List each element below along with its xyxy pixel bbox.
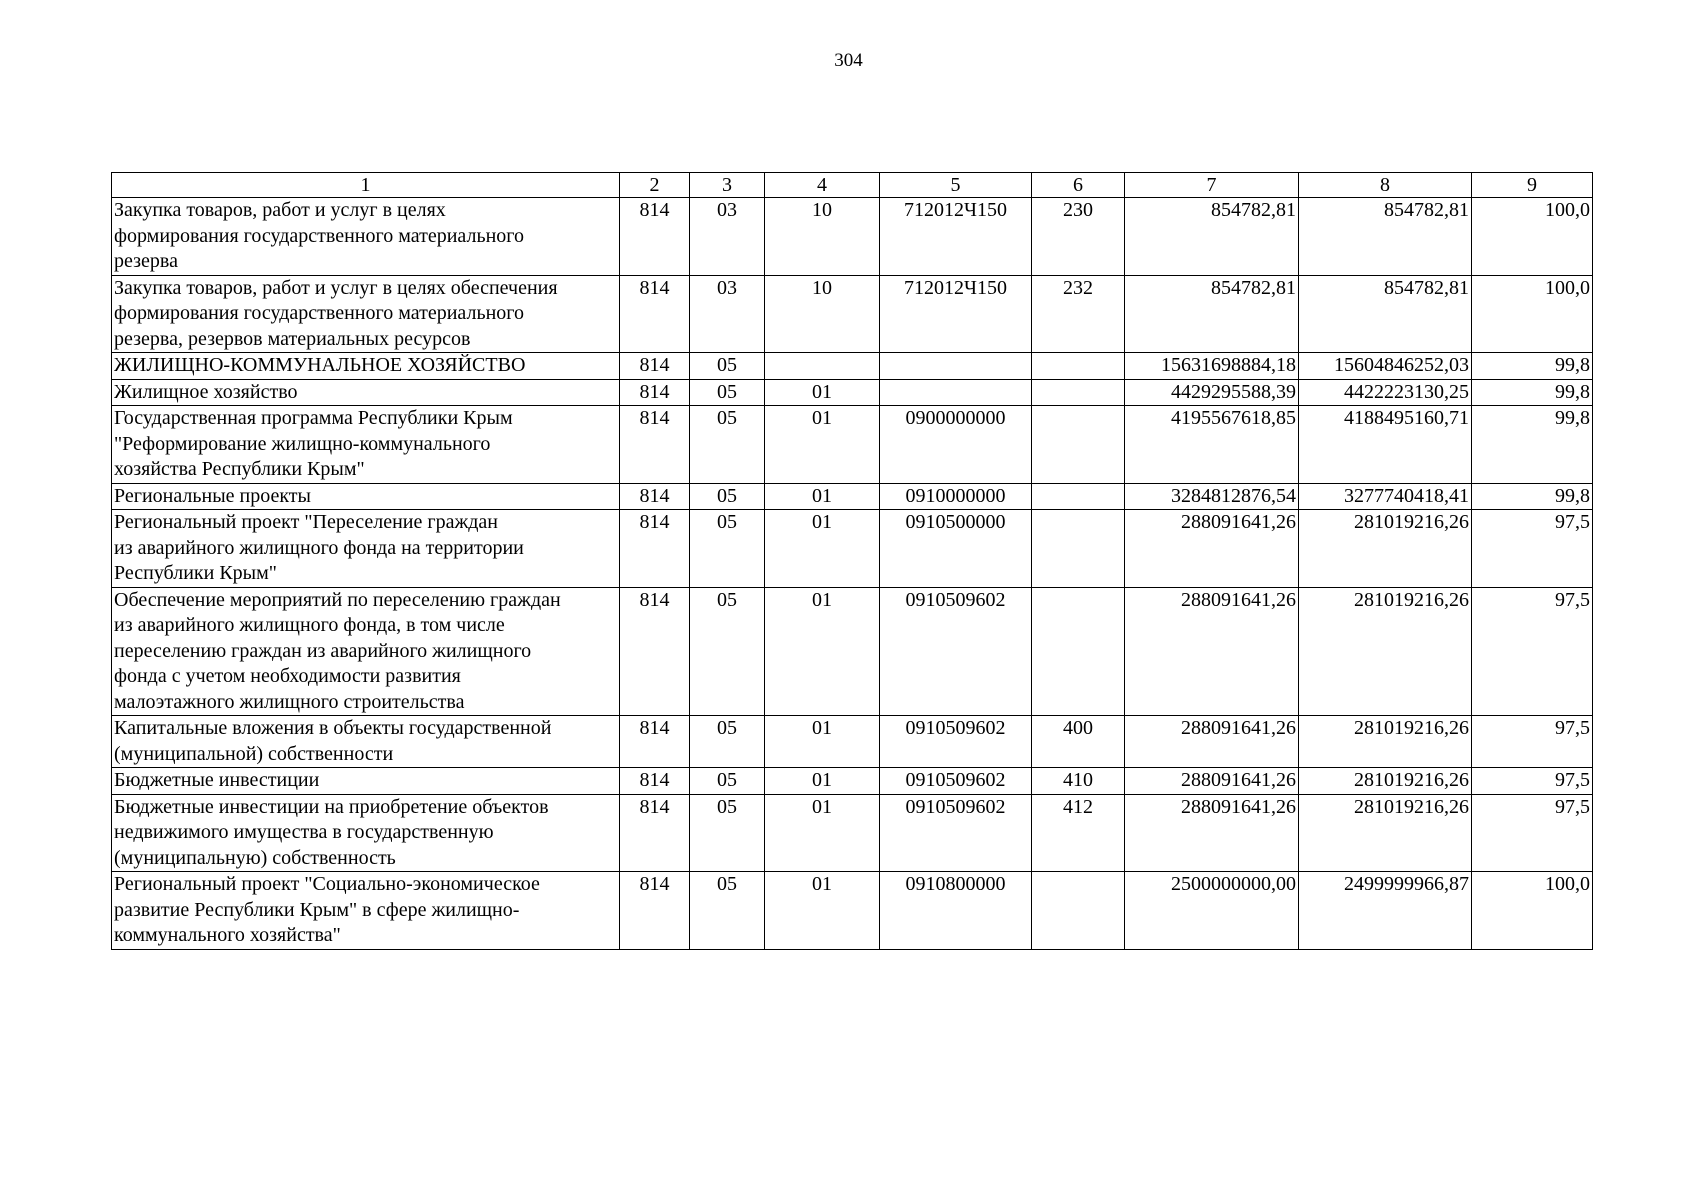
cell-col-2: 814 <box>620 872 690 950</box>
cell-col-2: 814 <box>620 275 690 353</box>
cell-col-3: 05 <box>690 510 765 588</box>
item-name: ЖИЛИЩНО-КОММУНАЛЬНОЕ ХОЗЯЙСТВО <box>112 353 620 380</box>
cell-col-7: 288091641,26 <box>1125 587 1299 716</box>
table-row <box>112 510 1593 588</box>
cell-col-7: 15631698884,18 <box>1125 353 1299 380</box>
cell-col-7: 4195567618,85 <box>1125 406 1299 484</box>
column-header: 3 <box>690 173 765 198</box>
column-header: 2 <box>620 173 690 198</box>
cell-col-2: 814 <box>620 716 690 768</box>
cell-col-8: 4422223130,25 <box>1299 379 1472 406</box>
cell-col-4: 10 <box>765 198 880 276</box>
cell-col-3: 05 <box>690 716 765 768</box>
table-row <box>112 353 1593 380</box>
table-row <box>112 872 1593 950</box>
cell-col-6 <box>1032 483 1125 510</box>
cell-col-6: 410 <box>1032 768 1125 795</box>
cell-col-9: 97,5 <box>1472 716 1593 768</box>
cell-col-5 <box>880 379 1032 406</box>
cell-col-3: 03 <box>690 198 765 276</box>
cell-col-8: 281019216,26 <box>1299 768 1472 795</box>
cell-col-9: 97,5 <box>1472 510 1593 588</box>
cell-col-4 <box>765 353 880 380</box>
column-header: 7 <box>1125 173 1299 198</box>
cell-col-9: 99,8 <box>1472 353 1593 380</box>
cell-col-4: 01 <box>765 510 880 588</box>
table-row <box>112 198 1593 276</box>
cell-col-6: 400 <box>1032 716 1125 768</box>
cell-col-8: 2499999966,87 <box>1299 872 1472 950</box>
cell-col-5: 712012Ч150 <box>880 198 1032 276</box>
column-header: 8 <box>1299 173 1472 198</box>
cell-col-6 <box>1032 510 1125 588</box>
cell-col-4: 01 <box>765 768 880 795</box>
cell-col-9: 97,5 <box>1472 794 1593 872</box>
cell-col-3: 05 <box>690 872 765 950</box>
item-name: Закупка товаров, работ и услуг в целях формирования государственного материального резерва <box>112 198 620 276</box>
item-name: Жилищное хозяйство <box>112 379 620 406</box>
item-name: Капитальные вложения в объекты государственной (муниципальной) собственности <box>112 716 620 768</box>
cell-col-3: 03 <box>690 275 765 353</box>
cell-col-9: 99,8 <box>1472 483 1593 510</box>
item-name: Региональные проекты <box>112 483 620 510</box>
cell-col-7: 288091641,26 <box>1125 510 1299 588</box>
cell-col-2: 814 <box>620 483 690 510</box>
cell-col-8: 281019216,26 <box>1299 587 1472 716</box>
item-name: Закупка товаров, работ и услуг в целях обеспечения формирования государственного материального резерва, резервов материальных ресурсов <box>112 275 620 353</box>
cell-col-9: 99,8 <box>1472 379 1593 406</box>
budget-table <box>111 172 1593 950</box>
cell-col-9: 97,5 <box>1472 768 1593 795</box>
item-name: Обеспечение мероприятий по переселению граждан из аварийного жилищного фонда, в том числе переселению граждан из аварийного жилищного фонда с учетом необходимости развития малоэтажного жилищного строительства <box>112 587 620 716</box>
cell-col-5: 0910509602 <box>880 716 1032 768</box>
cell-col-4: 01 <box>765 379 880 406</box>
cell-col-8: 281019216,26 <box>1299 510 1472 588</box>
cell-col-6 <box>1032 587 1125 716</box>
cell-col-3: 05 <box>690 406 765 484</box>
cell-col-7: 2500000000,00 <box>1125 872 1299 950</box>
cell-col-3: 05 <box>690 483 765 510</box>
cell-col-5: 0910509602 <box>880 768 1032 795</box>
cell-col-3: 05 <box>690 768 765 795</box>
cell-col-7: 854782,81 <box>1125 275 1299 353</box>
item-name: Государственная программа Республики Крым "Реформирование жилищно-коммунального хозяйства Республики Крым" <box>112 406 620 484</box>
cell-col-8: 854782,81 <box>1299 198 1472 276</box>
cell-col-4: 01 <box>765 587 880 716</box>
cell-col-2: 814 <box>620 794 690 872</box>
cell-col-4: 01 <box>765 483 880 510</box>
cell-col-6 <box>1032 353 1125 380</box>
cell-col-8: 281019216,26 <box>1299 794 1472 872</box>
cell-col-6: 232 <box>1032 275 1125 353</box>
cell-col-3: 05 <box>690 794 765 872</box>
cell-col-8: 4188495160,71 <box>1299 406 1472 484</box>
table-row <box>112 794 1593 872</box>
table-row <box>112 716 1593 768</box>
cell-col-5: 0910509602 <box>880 794 1032 872</box>
cell-col-4: 01 <box>765 406 880 484</box>
cell-col-3: 05 <box>690 379 765 406</box>
table-row <box>112 406 1593 484</box>
item-name: Бюджетные инвестиции <box>112 768 620 795</box>
cell-col-9: 100,0 <box>1472 872 1593 950</box>
item-name: Региональный проект "Переселение граждан из аварийного жилищного фонда на территории Республики Крым" <box>112 510 620 588</box>
cell-col-2: 814 <box>620 198 690 276</box>
cell-col-9: 100,0 <box>1472 198 1593 276</box>
column-header: 5 <box>880 173 1032 198</box>
column-header: 4 <box>765 173 880 198</box>
cell-col-2: 814 <box>620 510 690 588</box>
cell-col-6: 230 <box>1032 198 1125 276</box>
cell-col-9: 97,5 <box>1472 587 1593 716</box>
table-row <box>112 483 1593 510</box>
cell-col-8: 854782,81 <box>1299 275 1472 353</box>
cell-col-5: 712012Ч150 <box>880 275 1032 353</box>
cell-col-7: 3284812876,54 <box>1125 483 1299 510</box>
item-name: Региональный проект "Социально-экономическое развитие Республики Крым" в сфере жилищно- коммунального хозяйства" <box>112 872 620 950</box>
cell-col-7: 288091641,26 <box>1125 768 1299 795</box>
cell-col-5: 0910800000 <box>880 872 1032 950</box>
cell-col-4: 10 <box>765 275 880 353</box>
table-row <box>112 275 1593 353</box>
cell-col-9: 99,8 <box>1472 406 1593 484</box>
cell-col-8: 3277740418,41 <box>1299 483 1472 510</box>
column-header: 1 <box>112 173 620 198</box>
column-header: 6 <box>1032 173 1125 198</box>
cell-col-7: 288091641,26 <box>1125 794 1299 872</box>
item-name: Бюджетные инвестиции на приобретение объектов недвижимого имущества в государственную (муниципальную) собственность <box>112 794 620 872</box>
page-number: 304 <box>834 50 863 71</box>
cell-col-2: 814 <box>620 353 690 380</box>
cell-col-9: 100,0 <box>1472 275 1593 353</box>
cell-col-5: 0910509602 <box>880 587 1032 716</box>
cell-col-8: 281019216,26 <box>1299 716 1472 768</box>
cell-col-6: 412 <box>1032 794 1125 872</box>
cell-col-6 <box>1032 406 1125 484</box>
table-row <box>112 587 1593 716</box>
cell-col-4: 01 <box>765 794 880 872</box>
cell-col-5: 0900000000 <box>880 406 1032 484</box>
cell-col-7: 288091641,26 <box>1125 716 1299 768</box>
cell-col-6 <box>1032 379 1125 406</box>
cell-col-3: 05 <box>690 353 765 380</box>
cell-col-4: 01 <box>765 872 880 950</box>
cell-col-5: 0910500000 <box>880 510 1032 588</box>
cell-col-7: 4429295588,39 <box>1125 379 1299 406</box>
cell-col-5: 0910000000 <box>880 483 1032 510</box>
cell-col-3: 05 <box>690 587 765 716</box>
cell-col-7: 854782,81 <box>1125 198 1299 276</box>
cell-col-2: 814 <box>620 768 690 795</box>
table-header-row <box>112 173 1593 198</box>
cell-col-5 <box>880 353 1032 380</box>
table-row <box>112 768 1593 795</box>
cell-col-6 <box>1032 872 1125 950</box>
cell-col-4: 01 <box>765 716 880 768</box>
cell-col-2: 814 <box>620 587 690 716</box>
cell-col-2: 814 <box>620 406 690 484</box>
column-header: 9 <box>1472 173 1593 198</box>
cell-col-2: 814 <box>620 379 690 406</box>
cell-col-8: 15604846252,03 <box>1299 353 1472 380</box>
table-row <box>112 379 1593 406</box>
